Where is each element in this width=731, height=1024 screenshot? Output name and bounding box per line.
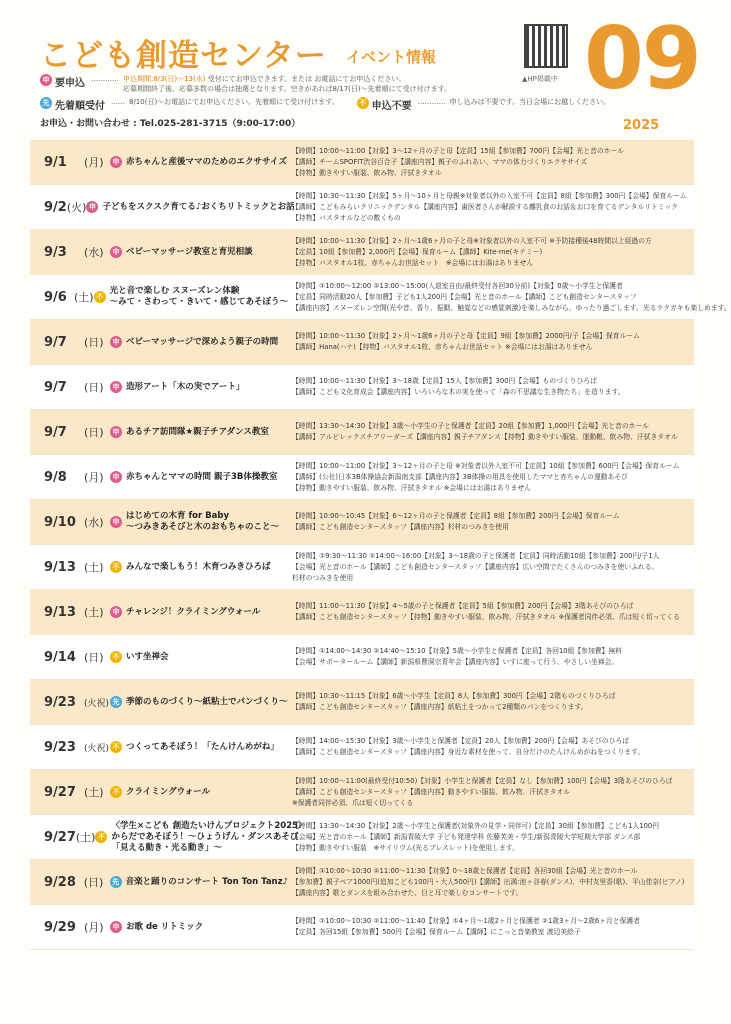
event-detail-line: 【持物】バスタオルなどの敷くもの	[292, 213, 401, 222]
event-detail-line: 【会場】光と音のホール【講師】新潟青陵大学 子ども発達学科 佐藤芙美・学生/新潟青陵大学短期大学部 ダンス部	[292, 832, 641, 841]
event-date: 9/7	[44, 379, 67, 395]
senchaku-badge-icon: 先	[40, 97, 52, 109]
page-title: こども創造センター	[40, 38, 327, 74]
event-heading	[30, 559, 288, 575]
event-detail-line: 【講師】チームSPOFIT渋谷百合子【講座内容】親子のふれあい、ママの体力づくりエクササイズ	[292, 157, 588, 166]
event-weekday: (日)	[83, 876, 104, 889]
contact-info: お申込・お問い合わせ : Tel.025-281-3715（9:00-17:00）	[40, 119, 301, 129]
event-name	[110, 286, 288, 308]
event-name	[126, 652, 169, 663]
event-type-badge-icon: 先	[110, 696, 122, 708]
event-type-badge-icon: 申	[110, 381, 122, 393]
legend-title: 申込不要	[371, 101, 412, 112]
qr-label: ▲HP掲載中	[522, 75, 558, 83]
event-row	[30, 815, 694, 860]
legend-senchaku	[40, 97, 610, 112]
event-weekday: (土)	[84, 786, 104, 799]
event-detail-line: 【時間】13:30〜14:30【対象】2歳〜小学生と保護者(対象外の見学・同伴可)【定員】30組【参加費】こども1人100円	[292, 821, 660, 830]
event-details	[288, 281, 731, 314]
event-details	[288, 736, 694, 758]
event-detail-line: 【講座内容】スヌーズレン空間(光や音、香り、振動、触覚などの感覚刺激)を楽しみながら、ゆったり過ごします。光るラクガキも楽しめます。	[292, 303, 731, 312]
event-row	[30, 905, 694, 950]
event-detail-line: 【時間】10:00〜11:00(最終受付10:50)【対象】小学生と保護者【定員】なし【参加費】100円【会場】3階あそびのひろば	[292, 776, 673, 785]
event-name-line: いす坐禅会	[126, 651, 169, 662]
event-detail-line: 【持物】動きやすい服装、飲み物、汗拭きタオル ※会場にはお湯はありません	[292, 483, 531, 492]
event-weekday: (日)	[84, 381, 104, 394]
event-detail-line: 【時間】①9:30〜11:30 ②14:00〜16:00【対象】3〜18歳の子と保護者【定員】同時活動10組【参加費】200円/子1人	[292, 551, 660, 560]
event-heading	[30, 469, 288, 485]
event-detail-line: 【会場】光と音のホール【講師】こども創造センタースタッフ【講座内容】広い空間でたくさんのつみきを使いふれる。	[292, 562, 659, 571]
event-detail-line: 【時間】10:00〜11:30【対象】2ヶ月〜1歳6ヶ月の子と母※対象者以外の入室不可 ※予防接種後48時間以上経過の方	[292, 236, 652, 245]
event-date: 9/28	[44, 874, 76, 890]
event-row	[30, 860, 694, 905]
event-row	[30, 500, 694, 545]
event-name	[126, 427, 269, 438]
event-date: 9/8	[44, 469, 67, 485]
event-row	[30, 185, 694, 230]
event-details	[288, 511, 694, 533]
event-row	[30, 770, 694, 815]
event-details	[288, 866, 694, 899]
event-date: 9/23	[44, 739, 76, 755]
event-weekday: (日)	[84, 651, 104, 664]
event-heading	[30, 379, 288, 395]
event-details	[288, 461, 694, 494]
event-type-badge-icon: 先	[110, 876, 122, 888]
event-details	[288, 821, 694, 854]
event-type-badge-icon: 申	[110, 516, 122, 528]
year-label: 2025	[623, 118, 660, 133]
event-name-line: はじめての木育 for Baby	[126, 511, 229, 521]
event-detail-line: 【時間】10:00〜11:30【対象】2ヶ月〜1歳6ヶ月の子と母【定員】9組【参加費】2000円/子【会場】保育ルーム	[292, 332, 640, 340]
qr-code-icon[interactable]	[524, 24, 568, 68]
event-detail-line: 【時間】13:30〜14:30【対象】3歳〜小学生の子と保護者【定員】20組【参加費】1,000円【会場】光と音のホール	[292, 422, 649, 430]
event-row	[30, 230, 694, 275]
event-row	[30, 455, 694, 500]
event-heading	[30, 784, 288, 800]
event-detail-line: 【時間】10:00〜11:30【対象】3〜18歳【定員】15人【参加費】300円【会場】ものづくりひろば	[292, 377, 597, 385]
event-row	[30, 725, 694, 770]
event-name-line: あるチア訪問隊★親子チアダンス教室	[126, 426, 269, 437]
event-name-line: からだであそぼう！〜ひょうげん・ダンスあそび	[111, 831, 299, 842]
event-weekday: (月)	[84, 471, 104, 484]
event-date: 9/13	[44, 559, 76, 575]
event-row	[30, 140, 694, 185]
event-heading	[30, 695, 288, 710]
legend-title: 先着順受付	[55, 101, 105, 112]
event-name-line: 赤ちゃんとママの時間 親子3B体操教室	[126, 471, 278, 482]
event-row	[30, 680, 694, 725]
event-weekday: (月)	[84, 156, 104, 169]
event-name-line: 造形アート「木の実でアート」	[126, 381, 245, 392]
event-date: 9/27	[44, 829, 76, 845]
event-name	[102, 202, 294, 213]
event-weekday: (火)	[66, 201, 87, 214]
event-detail-line: ※保護者同伴必須、爪は短く切ってくる	[292, 798, 414, 807]
event-type-badge-icon: 申	[110, 606, 122, 618]
event-name-line: 〜つみきあそびと木のおもちゃのこと〜	[126, 522, 280, 532]
event-detail-line: 【時間】10:00〜11:00【対象】3〜12ヶ月の子と母 ※対象者以外入室不可【定員】10組【参加費】600円【会場】保育ルーム	[292, 461, 680, 470]
event-heading	[30, 424, 288, 440]
legend-dots: …………	[91, 75, 119, 83]
event-date: 9/13	[44, 604, 76, 620]
event-type-badge-icon: 申	[110, 471, 122, 483]
event-name-line: つくってあそぼう！「たんけんめがね」	[126, 741, 279, 752]
event-type-badge-icon: 申	[110, 156, 122, 168]
event-details	[288, 376, 694, 398]
legend-text: 受付にてお申込できます。または お電話にてお申込ください。	[205, 75, 406, 83]
event-detail-line: 【講師】こども創造センタースタッフ【講座内容】紙粘土をつかって2種類のパンをつくります。	[292, 703, 588, 711]
event-detail-line: 【参加費】親子ペア1000円(追加こども100円・大人500円)【講師】出満:池ヶ谷春(ダンス)、中村友里香(歌)、平山佳奈(ピアノ)	[292, 877, 685, 886]
legend-dots: ……	[111, 98, 125, 106]
event-heading	[30, 604, 288, 620]
event-heading	[30, 874, 288, 890]
event-detail-line: 【持物】動きやすい服装 ※サイリウム(光るブレスレット)を使用します。	[292, 843, 519, 852]
event-details	[288, 236, 694, 269]
event-name-line: 光と音で楽しむ スヌーズレン体験	[109, 286, 240, 296]
event-detail-line: 【定員】同時活動20人【参加費】子ども1人200円【会場】光と音のホール【講師】こども創造センタースタッフ	[292, 292, 637, 301]
event-name	[126, 157, 287, 168]
event-name	[111, 821, 306, 854]
event-detail-line: 【時間】①14:00〜14:30 ②14:40〜15:10【対象】5歳〜小学生と保護者【定員】各回10組【参加費】無料	[292, 647, 622, 655]
event-weekday: (火祝)	[84, 698, 110, 709]
event-name-line: ベビーマッサージ教室と育児相談	[126, 246, 253, 257]
event-type-badge-icon: 申	[86, 201, 98, 213]
event-name-line: クライミングウォール	[126, 786, 211, 797]
event-details	[288, 551, 694, 584]
event-detail-line: 【講師】アルビレックスチアリーダーズ【講座内容】親子チアダンス【持物】動きやすい服装、運動靴、飲み物、汗拭きタオル	[292, 433, 678, 441]
event-date: 9/27	[44, 784, 76, 800]
event-name	[126, 472, 277, 483]
event-heading	[30, 244, 288, 260]
event-detail-line: 【時間】14:00〜15:30【対象】3歳〜小学生と保護者【定員】20人【参加費】200円【会場】あそびのひろば	[292, 737, 629, 745]
event-type-badge-icon: 不	[110, 786, 122, 798]
event-date: 9/3	[44, 244, 67, 260]
event-details	[288, 146, 694, 179]
event-weekday: (土)	[73, 291, 94, 304]
event-detail-line: 【時間】①10:00〜10:30 ②11:00〜11:30【対象】0〜18歳と保護者【定員】各回30組【会場】光と音のホール	[292, 866, 638, 875]
event-heading	[30, 820, 307, 854]
event-details	[288, 421, 694, 443]
event-weekday: (日)	[84, 426, 104, 439]
event-name-line: みんなで楽しもう！木育つみきひろば	[126, 561, 271, 572]
event-name-line: 季節のものづくり〜紙粘土でパンづくり〜	[126, 696, 288, 707]
legend-text: 申し込みは不要です。当日会場にお越しください。	[449, 98, 611, 106]
event-detail-line: 【時間】10:30〜11:15【対象】6歳〜小学生【定員】8人【参加費】300円【会場】2階ものづくりひろば	[292, 692, 616, 700]
event-row	[30, 320, 694, 365]
legend-period: 申込期間:8/3(日)〜13(水)	[123, 75, 206, 83]
event-heading	[30, 334, 288, 350]
event-heading	[30, 919, 288, 935]
event-detail-line: 【持物】動きやすい服装、飲み物、汗拭きタオル	[292, 168, 442, 177]
event-name-line: 〜みて・さわって・きいて・感じてあそぼう〜	[109, 297, 288, 307]
event-heading	[30, 154, 288, 170]
event-details	[288, 916, 694, 938]
event-row	[30, 365, 694, 410]
event-weekday: (土)	[75, 831, 96, 844]
event-detail-line: 【講師】Hana(ハナ)【持物】バスタオル1枚、赤ちゃんお世話セット ※会場にはお湯はありません	[292, 343, 593, 351]
event-detail-line: 【講師】(公社)日本3B体操協会新潟南支部【講座内容】3B体操の用具を使用したママと赤ちゃんの運動あそび	[292, 472, 628, 481]
event-name	[126, 922, 203, 933]
event-name-line: お歌 de リトミック	[126, 921, 204, 932]
event-type-badge-icon: 申	[110, 336, 122, 348]
event-name	[126, 382, 245, 393]
event-weekday: (月)	[84, 921, 104, 934]
event-date: 9/14	[44, 649, 76, 665]
event-detail-line: 【講師】こども創造センタースタッフ【持物】動きやすい服装、飲み物、汗拭きタオル ※保護者同伴必須、爪は短く切ってくる	[292, 613, 680, 621]
legend-text: 応募期間終了後、応募多数の場合は抽選となります。空きがあれば8/17(日)〜先着順にて受け付けます。	[123, 85, 452, 93]
event-date: 9/1	[44, 154, 67, 170]
event-heading	[30, 199, 295, 215]
event-details	[288, 691, 694, 713]
event-date: 9/6	[44, 289, 67, 305]
event-row	[30, 545, 694, 590]
event-date: 9/23	[44, 694, 76, 710]
event-date: 9/7	[44, 334, 67, 350]
event-name	[126, 337, 278, 348]
event-detail-line: 【講師】こども文化育成会【講座内容】いろいろな木の実を使って「森の不思議な生き物たち」を造ります。	[292, 388, 625, 396]
event-weekday: (水)	[84, 516, 104, 529]
event-name	[126, 607, 260, 618]
event-detail-line: 【定員】各回15組【参加費】500円【会場】保育ルーム【講師】にこっと音楽教室 渡辺美絵子	[292, 928, 581, 936]
legend-dots: …………	[417, 98, 446, 106]
event-type-badge-icon: 不	[110, 741, 122, 753]
event-detail-line: 【時間】10:00〜11:00【対象】3〜12ヶ月の子と母【定員】15組【参加費】700円【会場】光と音のホール	[292, 146, 624, 155]
event-name	[126, 247, 253, 258]
event-weekday: (火祝)	[84, 743, 110, 754]
page-header	[0, 0, 724, 140]
event-name	[126, 787, 210, 798]
moushikomi-badge-icon: 申	[40, 74, 52, 86]
event-row	[30, 275, 731, 320]
event-row	[30, 410, 694, 455]
event-detail-line: 【持物】バスタオル1枚、赤ちゃんお世話セット ※会場にはお湯はありません	[292, 258, 534, 267]
event-date: 9/2	[44, 199, 67, 215]
event-detail-line: 【時間】10:00〜10:45【対象】6〜12ヶ月の子と保護者【定員】8組【参加費】200円【会場】保育ルーム	[292, 512, 620, 520]
event-weekday: (水)	[84, 246, 104, 259]
event-row	[30, 635, 694, 680]
month-number: 09	[584, 9, 700, 109]
event-type-badge-icon: 不	[110, 561, 122, 573]
event-detail-line: 【時間】①10:00〜10:30 ②11:00〜11:40【対象】①4ヶ月〜1歳2ヶ月と保護者 ②1歳3ヶ月〜2歳6ヶ月と保護者	[292, 917, 641, 925]
event-name-line: 音楽と踊りのコンサート Ton Ton Tanz♪	[125, 876, 288, 887]
page-subtitle: イベント情報	[346, 48, 437, 66]
event-type-badge-icon: 不	[95, 831, 107, 843]
event-type-badge-icon: 申	[110, 246, 122, 258]
event-heading	[30, 649, 288, 665]
event-type-badge-icon: 不	[94, 291, 106, 303]
event-details	[288, 646, 694, 668]
event-name-line: ベビーマッサージで深めよう親子の時間	[126, 336, 279, 347]
event-name	[126, 562, 271, 573]
event-name-line: チャレンジ！クライミングウォール	[126, 606, 261, 617]
event-list	[30, 140, 731, 950]
event-detail-line: 【講師】こども創造センタースタッフ【講座内容】杉材のつみきを使用	[292, 523, 509, 531]
event-detail-line: 【時間】11:00〜11:30【対象】4〜5歳の子と保護者【定員】5組【参加費】200円【会場】3階あそびのひろば	[292, 602, 634, 610]
event-detail-line: 【定員】10組【参加費】2,000円【会場】保育ルーム【講師】Kite-me(キテミー)	[292, 247, 543, 256]
event-detail-line: 杉材のつみきを使用	[292, 573, 354, 582]
event-name-line: 〈学生×こども 創造たいけんプロジェクト2025〉	[111, 820, 307, 831]
event-detail-line: 【講師】こどもみらいクリニックデンタル【講座内容】歯医者さんが解説する離乳食のお話＆お口を育てるデンタルリトミック	[292, 202, 679, 211]
event-detail-line: 【講座内容】歌とダンスを組み合わせた、目と耳で楽しむコンサートです。	[292, 888, 523, 897]
event-name	[126, 877, 288, 888]
event-detail-line: 【時間】10:30〜11:30【対象】5ヶ月〜10ヶ月と母親※対象者以外の入室不可【定員】8組【参加費】300円【会場】保育ルーム	[292, 191, 687, 200]
event-details	[288, 601, 694, 623]
event-details	[288, 776, 694, 809]
event-name	[126, 511, 279, 533]
event-name	[126, 697, 288, 708]
event-name	[126, 742, 279, 753]
event-details	[288, 191, 694, 224]
event-weekday: (土)	[84, 606, 104, 619]
event-weekday: (日)	[84, 336, 104, 349]
event-details	[288, 331, 694, 353]
legend-text: 8/10(日)〜お電話にてお申込ください。先着順にて受け付けます。	[129, 98, 339, 106]
fuyou-badge-icon: 不	[357, 97, 369, 109]
event-date: 9/10	[44, 514, 76, 530]
event-type-badge-icon: 不	[110, 651, 122, 663]
legend-title: 要申込	[55, 78, 85, 89]
event-heading	[30, 286, 288, 308]
legend-moushikomi	[40, 74, 451, 94]
event-name-line: 赤ちゃんと産後ママのためのエクササイズ	[126, 156, 287, 167]
event-name-line: 子どもをスクスク育てる♪おくちリトミックとお話	[102, 201, 295, 212]
event-heading	[30, 740, 288, 755]
event-row	[30, 590, 694, 635]
event-heading	[30, 511, 288, 533]
event-detail-line: 【会場】サポータールーム【講師】新潟県曹洞宗青年会【講座内容】いすに座って行う、やさしい坐禅会。	[292, 658, 619, 666]
event-detail-line: 【講師】こども創造センタースタッフ【講座内容】動きやすい服装、飲み物、汗拭きタオル	[292, 787, 571, 796]
event-date: 9/29	[44, 919, 76, 935]
event-weekday: (土)	[84, 561, 104, 574]
event-date: 9/7	[44, 424, 67, 440]
event-detail-line: 【講師】こども創造センタースタッフ【講座内容】身近な素材を使って、自分だけのたんけんめがねをつくります。	[292, 748, 645, 756]
event-name-line: 「見える動き・光る動き」〜	[111, 842, 222, 853]
event-detail-line: 【時間】①10:00〜12:00 ②13:00〜15:00(入退室自由/最終受付各回30分前)【対象】0歳〜小学生と保護者	[292, 281, 623, 290]
event-type-badge-icon: 申	[110, 426, 122, 438]
event-type-badge-icon: 申	[110, 921, 122, 933]
